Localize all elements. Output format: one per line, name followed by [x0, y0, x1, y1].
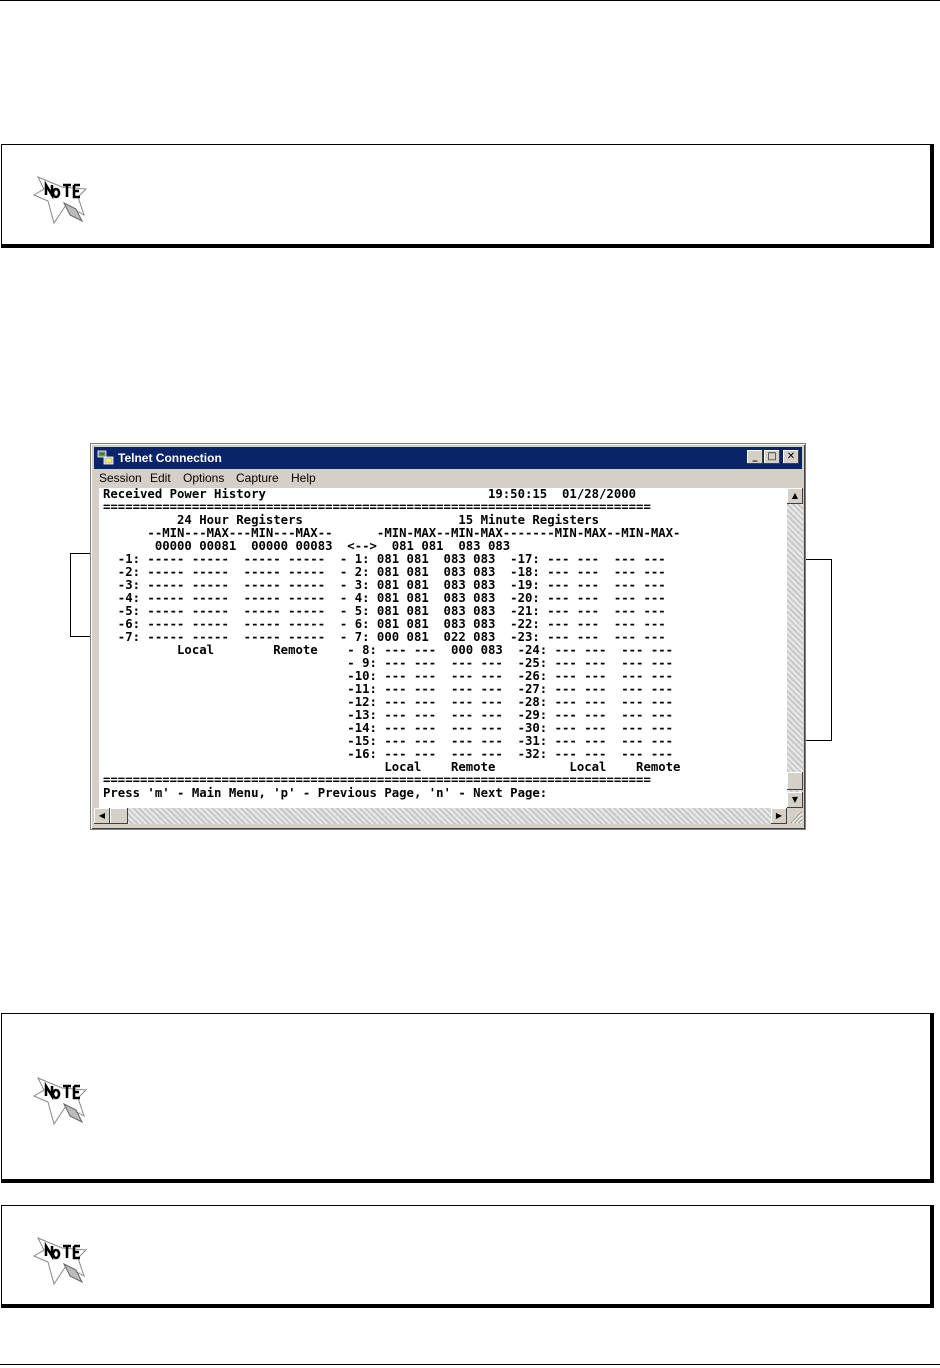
- arrow-right-icon: ▶: [775, 811, 783, 820]
- terminal-line: -2: ----- ----- ----- ----- - 2: 081 081 083 083 -18: --- --- --- ---: [103, 565, 666, 579]
- note-icon: [32, 1236, 88, 1286]
- terminal-line: -14: --- --- --- --- -30: --- --- --- ---: [103, 721, 674, 735]
- terminal-line: -11: --- --- --- --- -27: --- --- --- ---: [103, 682, 674, 696]
- terminal-line: --MIN---MAX---MIN---MAX-- -MIN-MAX--MIN-MAX-------MIN-MAX--MIN-MAX-: [103, 526, 681, 540]
- note-box-1: [1, 144, 934, 248]
- terminal-line: Local Remote Local Remote: [103, 760, 681, 774]
- arrow-up-icon: ▲: [791, 491, 799, 500]
- arrow-left-icon: ◀: [98, 811, 106, 820]
- close-button[interactable]: [783, 450, 799, 464]
- menu-item-help[interactable]: Help: [291, 471, 316, 485]
- close-icon: ✕: [786, 451, 796, 462]
- horizontal-scroll-thumb[interactable]: [110, 808, 128, 824]
- telnet-window: [90, 443, 806, 830]
- menu-item-edit[interactable]: Edit: [150, 471, 171, 485]
- terminal-line: -1: ----- ----- ----- ----- - 1: 081 081 083 083 -17: --- --- --- ---: [103, 552, 666, 566]
- terminal-line: - 9: --- --- --- --- -25: --- --- --- ---: [103, 656, 674, 670]
- note-icon: [32, 1076, 88, 1126]
- terminal-line: -7: ----- ----- ----- ----- - 7: 000 081 022 083 -23: --- --- --- ---: [103, 630, 666, 644]
- note-icon: [32, 175, 88, 225]
- terminal-line: 24 Hour Registers 15 Minute Registers: [103, 513, 600, 527]
- terminal-line: -12: --- --- --- --- -28: --- --- --- ---: [103, 695, 674, 709]
- title-bar: [94, 447, 802, 469]
- minimize-icon: _: [752, 451, 758, 462]
- scroll-down-button[interactable]: [787, 792, 803, 808]
- left-bracket: [70, 553, 91, 637]
- menu-item-session[interactable]: Session: [99, 471, 142, 485]
- vertical-scrollbar[interactable]: [787, 488, 803, 808]
- terminal-line: Local Remote - 8: --- --- 000 083 -24: --- --- --- ---: [103, 643, 674, 657]
- scroll-right-button[interactable]: [771, 808, 787, 824]
- terminal-line: -3: ----- ----- ----- ----- - 3: 081 081 083 083 -19: --- --- --- ---: [103, 578, 666, 592]
- telnet-app-icon: [97, 450, 114, 466]
- scroll-left-button[interactable]: [94, 808, 110, 824]
- terminal-line: -6: ----- ----- ----- ----- - 6: 081 081 083 083 -22: --- --- --- ---: [103, 617, 666, 631]
- note-box-2: [1, 1013, 934, 1183]
- terminal-screen[interactable]: [99, 488, 787, 808]
- terminal-line: 00000 00081 00000 00083 <--> 081 081 083 083: [103, 539, 511, 553]
- page-bottom-rule: [0, 1364, 940, 1365]
- maximize-button[interactable]: [764, 450, 780, 464]
- arrow-down-icon: ▼: [791, 795, 799, 804]
- minimize-button[interactable]: [747, 450, 763, 464]
- terminal-line: -10: --- --- --- --- -26: --- --- --- ---: [103, 669, 674, 683]
- window-title: Telnet Connection: [118, 451, 222, 465]
- scroll-up-button[interactable]: [787, 488, 803, 504]
- terminal-line: ==========================================================================: [103, 773, 651, 787]
- terminal-line: -15: --- --- --- --- -31: --- --- --- ---: [103, 734, 674, 748]
- resize-grip-icon[interactable]: [787, 808, 803, 824]
- terminal-line: ==========================================================================: [103, 500, 651, 514]
- note-box-3: [1, 1205, 934, 1308]
- page-top-rule: [0, 0, 940, 1]
- terminal-line: -4: ----- ----- ----- ----- - 4: 081 081 083 083 -20: --- --- --- ---: [103, 591, 666, 605]
- terminal-line: -13: --- --- --- --- -29: --- --- --- ---: [103, 708, 674, 722]
- terminal-line: Received Power History 19:50:15 01/28/2000: [103, 488, 637, 501]
- terminal-line: Press 'm' - Main Menu, 'p' - Previous Page, 'n' - Next Page:: [103, 786, 548, 800]
- menu-item-options[interactable]: Options: [183, 471, 225, 485]
- horizontal-scrollbar[interactable]: [94, 808, 787, 824]
- menu-item-capture[interactable]: Capture: [236, 471, 279, 485]
- vertical-scroll-thumb[interactable]: [787, 772, 803, 790]
- terminal-line: -16: --- --- --- --- -32: --- --- --- ---: [103, 747, 674, 761]
- maximize-icon: □: [767, 451, 777, 462]
- terminal-line: -5: ----- ----- ----- ----- - 5: 081 081 083 083 -21: --- --- --- ---: [103, 604, 666, 618]
